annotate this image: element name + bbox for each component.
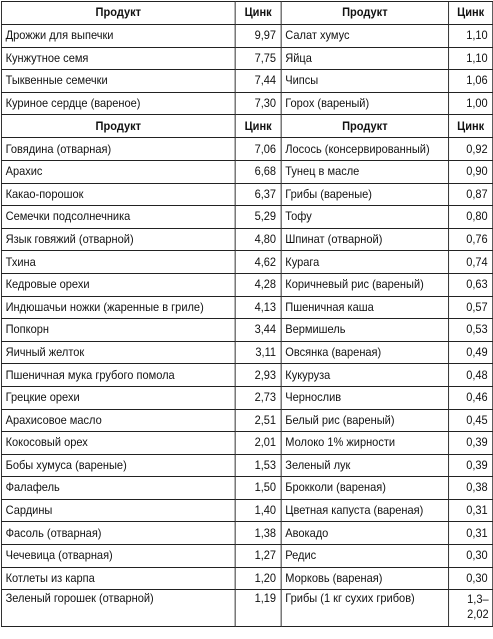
table-row (1, 138, 492, 161)
table-row (1, 386, 492, 409)
product-name: Семечки подсолнечника (1, 206, 235, 229)
zinc-value: 0,31 (449, 499, 493, 522)
product-name: Кедровые орехи (1, 273, 235, 296)
table-row (1, 341, 492, 364)
zinc-value: 7,44 (235, 70, 281, 93)
table-row (1, 25, 492, 48)
product-name: Чечевица (отварная) (1, 545, 235, 568)
product-name: Куриное сердце (вареное) (1, 92, 235, 115)
product-name: Коричневый рис (вареный) (281, 273, 448, 296)
zinc-value: 2,73 (235, 386, 281, 409)
header-row (1, 115, 492, 138)
zinc-value: 1,19 (235, 590, 281, 627)
product-name: Редис (281, 545, 448, 568)
zinc-value: 1,40 (235, 499, 281, 522)
product-name: Яичный желток (1, 341, 235, 364)
zinc-value: 1,27 (235, 545, 281, 568)
zinc-value: 0,30 (449, 567, 493, 590)
table-row (1, 183, 492, 206)
table-row (1, 206, 492, 229)
zinc-value: 2,93 (235, 364, 281, 387)
product-name: Морковь (вареная) (281, 567, 448, 590)
header-product: Продукт (281, 2, 448, 25)
product-name: Арахисовое масло (1, 409, 235, 432)
table-row (1, 499, 492, 522)
zinc-value (449, 590, 493, 627)
zinc-value: 1,20 (235, 567, 281, 590)
product-name: Овсянка (вареная) (281, 341, 448, 364)
header-row (1, 2, 492, 25)
zinc-value: 9,97 (235, 25, 281, 48)
zinc-value: 0,80 (449, 206, 493, 229)
zinc-value: 3,44 (235, 319, 281, 342)
zinc-value: 1,50 (235, 477, 281, 500)
table-row (1, 454, 492, 477)
product-name: Бобы хумуса (вареные) (1, 454, 235, 477)
product-name: Котлеты из карпа (1, 567, 235, 590)
product-name: Арахис (1, 160, 235, 183)
product-name: Молоко 1% жирности (281, 432, 448, 455)
table-row (1, 296, 492, 319)
table-row (1, 273, 492, 296)
zinc-value: 2,01 (235, 432, 281, 455)
product-name: Горох (вареный) (281, 92, 448, 115)
product-name: Тофу (281, 206, 448, 229)
table-row (1, 522, 492, 545)
product-name: Говядина (отварная) (1, 138, 235, 161)
zinc-value: 0,38 (449, 477, 493, 500)
zinc-value-line: 2,02 (467, 607, 489, 622)
zinc-value: 6,68 (235, 160, 281, 183)
product-name: Чернослив (281, 386, 448, 409)
product-name: Тхина (1, 251, 235, 274)
zinc-value: 6,37 (235, 183, 281, 206)
table-row (1, 409, 492, 432)
zinc-table-body (1, 2, 492, 627)
header-zinc: Цинк (235, 115, 281, 138)
zinc-value: 0,90 (449, 160, 493, 183)
product-name: Кукуруза (281, 364, 448, 387)
product-name: Лосось (консервированный) (281, 138, 448, 161)
product-name: Цветная капуста (вареная) (281, 499, 448, 522)
table-row (1, 545, 492, 568)
table-row (1, 364, 492, 387)
zinc-value: 2,51 (235, 409, 281, 432)
zinc-value: 0,49 (449, 341, 493, 364)
zinc-value: 1,53 (235, 454, 281, 477)
product-name: Тыквенные семечки (1, 70, 235, 93)
product-name: Попкорн (1, 319, 235, 342)
product-name: Зеленый лук (281, 454, 448, 477)
product-name: Какао-порошок (1, 183, 235, 206)
product-name: Зеленый горошек (отварной) (1, 590, 235, 627)
product-name: Грецкие орехи (1, 386, 235, 409)
product-name: Грибы (вареные) (281, 183, 448, 206)
zinc-value: 1,10 (449, 25, 493, 48)
zinc-value: 4,13 (235, 296, 281, 319)
table-row (1, 47, 492, 70)
product-name: Авокадо (281, 522, 448, 545)
header-product: Продукт (281, 115, 448, 138)
zinc-value-line: 1,3– (467, 592, 489, 607)
zinc-value: 0,63 (449, 273, 493, 296)
zinc-value: 1,06 (449, 70, 493, 93)
product-name: Кокосовый орех (1, 432, 235, 455)
zinc-value: 0,74 (449, 251, 493, 274)
table-row (1, 432, 492, 455)
zinc-value: 3,11 (235, 341, 281, 364)
product-name: Фалафель (1, 477, 235, 500)
zinc-value: 0,48 (449, 364, 493, 387)
header-zinc: Цинк (449, 2, 493, 25)
product-name: Дрожжи для выпечки (1, 25, 235, 48)
zinc-value: 0,31 (449, 522, 493, 545)
table-row (1, 160, 492, 183)
zinc-value: 0,57 (449, 296, 493, 319)
zinc-value: 0,53 (449, 319, 493, 342)
zinc-value: 7,75 (235, 47, 281, 70)
table-row (1, 477, 492, 500)
zinc-value: 1,38 (235, 522, 281, 545)
zinc-value: 0,92 (449, 138, 493, 161)
product-name: Фасоль (отварная) (1, 522, 235, 545)
table-row (1, 319, 492, 342)
zinc-value: 0,87 (449, 183, 493, 206)
product-name: Шпинат (отварной) (281, 228, 448, 251)
product-name: Кунжутное семя (1, 47, 235, 70)
zinc-value: 4,62 (235, 251, 281, 274)
product-name: Яйца (281, 47, 448, 70)
product-name: Чипсы (281, 70, 448, 93)
zinc-value: 5,29 (235, 206, 281, 229)
table-row (1, 70, 492, 93)
product-name: Пшеничная каша (281, 296, 448, 319)
zinc-value: 4,80 (235, 228, 281, 251)
table-row (1, 590, 492, 627)
zinc-value: 0,45 (449, 409, 493, 432)
zinc-value: 0,30 (449, 545, 493, 568)
zinc-value: 0,76 (449, 228, 493, 251)
product-name: Сардины (1, 499, 235, 522)
product-name: Язык говяжий (отварной) (1, 228, 235, 251)
product-name: Курага (281, 251, 448, 274)
zinc-value: 0,46 (449, 386, 493, 409)
product-name: Тунец в масле (281, 160, 448, 183)
zinc-value: 4,28 (235, 273, 281, 296)
product-name: Вермишель (281, 319, 448, 342)
table-row (1, 567, 492, 590)
product-name: Брокколи (вареная) (281, 477, 448, 500)
header-product: Продукт (1, 2, 235, 25)
product-name: Салат хумус (281, 25, 448, 48)
zinc-value: 1,10 (449, 47, 493, 70)
zinc-value: 0,39 (449, 432, 493, 455)
table-row (1, 251, 492, 274)
zinc-table (1, 1, 493, 627)
zinc-value: 7,06 (235, 138, 281, 161)
product-name: Белый рис (вареный) (281, 409, 448, 432)
header-zinc: Цинк (449, 115, 493, 138)
header-product: Продукт (1, 115, 235, 138)
table-row (1, 228, 492, 251)
product-name: Грибы (1 кг сухих грибов) (281, 590, 448, 627)
zinc-value: 1,00 (449, 92, 493, 115)
product-name: Индюшачьи ножки (жаренные в гриле) (1, 296, 235, 319)
product-name: Пшеничная мука грубого помола (1, 364, 235, 387)
zinc-value: 0,39 (449, 454, 493, 477)
zinc-value: 7,30 (235, 92, 281, 115)
header-zinc: Цинк (235, 2, 281, 25)
table-row (1, 92, 492, 115)
